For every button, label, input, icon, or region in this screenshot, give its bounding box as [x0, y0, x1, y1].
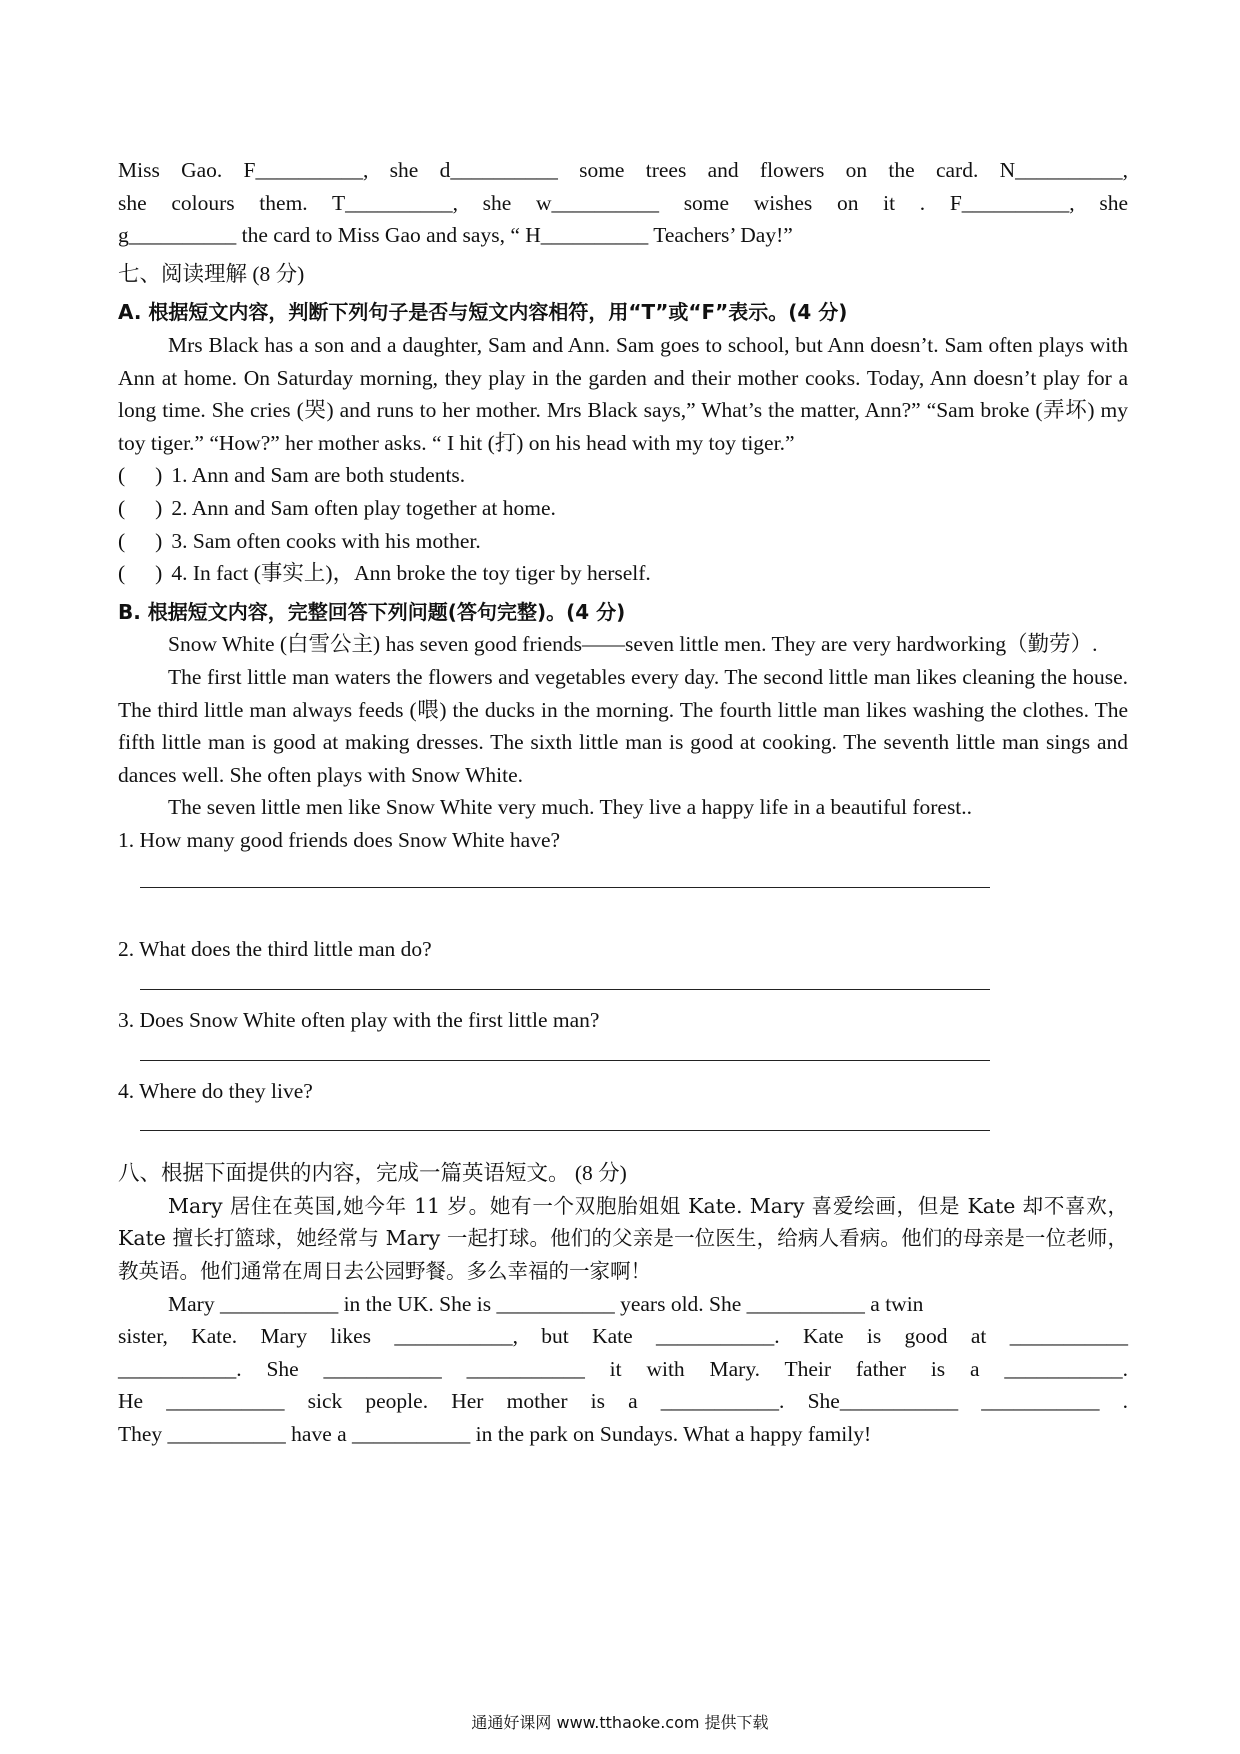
section-8-title: 八、根据下面提供的内容，完成一篇英语短文。 (8 分) — [118, 1161, 627, 1186]
worksheet-page — [118, 154, 1128, 1451]
answer-bracket[interactable]: ( ) — [118, 528, 163, 553]
part-a-passage: Mrs Black has a son and a daughter, Sam and Ann. Sam goes to school, but Ann doesn’t. Sam often plays with Ann at home. On Saturday morning, they play in the garden and their mother cooks. Today, Ann doesn’t play for a long time. She cries (哭) and runs to her mother. Mrs Black says,” What’s the matter, Ann?” “Sam broke (弄坏) my toy tiger.” “How?” her mother asks. “ I hit (打) on his head with my toy tiger.” — [118, 332, 1128, 455]
intro-line-3: g__________ the card to Miss Gao and says, “ H__________ Teachers’ Day!” — [118, 223, 793, 248]
tf-item — [118, 492, 1128, 525]
fill-line-2[interactable]: sister, Kate. Mary likes ___________, but Kate ___________. Kate is good at ___________ — [118, 1324, 1128, 1349]
intro-line-2: she colours them. T__________, she w__________ some wishes on it . F__________, she — [118, 190, 1128, 215]
section-7-title: 七、阅读理解 (8 分) — [118, 261, 305, 286]
intro-line-1: Miss Gao. F__________, she d__________ some trees and flowers on the card. N__________, — [118, 158, 1128, 182]
tf-item — [118, 557, 1128, 590]
answer-bracket[interactable]: ( ) — [118, 561, 163, 586]
part-b-paragraph-2: The first little man waters the flowers and vegetables every day. The second little man likes cleaning the house. The third little man always feeds (喂) the ducks in the morning. The fourth little man likes washing the clothes. The fifth little man is good at making dresses. The sixth little man is good at cooking. The seventh little man sings and dances well. She often plays with Snow White. — [118, 664, 1128, 787]
section-8-chinese-prompt: Mary 居住在英国,她今年 11 岁。她有一个双胞胎姐姐 Kate. Mary 喜爱绘画，但是 Kate 却不喜欢，Kate 擅长打篮球，她经常与 Mary 一起打球。他们的父亲是一位医生，给病人看病。他们的母亲是一位老师，教英语。他们通常在周日去公园野餐。多么幸福的一家啊！ — [118, 1193, 1128, 1284]
question: 3. Does Snow White often play with the first little man? — [118, 1008, 600, 1033]
question: 4. Where do they live? — [118, 1078, 313, 1103]
answer-bracket[interactable]: ( ) — [118, 495, 163, 520]
part-b-instruction: B. 根据短文内容，完整回答下列问题(答句完整)。(4 分) — [118, 599, 626, 624]
tf-item — [118, 459, 1128, 492]
fill-line-1[interactable]: Mary ___________ in the UK. She is ___________ years old. She ___________ a twin — [168, 1291, 924, 1316]
answer-bracket[interactable]: ( ) — [118, 463, 163, 488]
tf-item-text: 1. Ann and Sam are both students. — [171, 463, 466, 488]
part-a-instruction: A. 根据短文内容，判断下列句子是否与短文内容相符，用“T”或“F”表示。(4 分) — [118, 300, 848, 325]
tf-item — [118, 525, 1128, 558]
true-false-list — [118, 459, 1128, 589]
tf-item-text: 3. Sam often cooks with his mother. — [171, 528, 481, 553]
question-list — [118, 824, 1128, 1151]
fill-line-4[interactable]: He ___________ sick people. Her mother is a ___________. She___________ ___________ . — [118, 1389, 1128, 1414]
tf-item-text: 4. In fact (事实上)，Ann broke the toy tiger by herself. — [171, 561, 651, 586]
page-footer: 通通好课网 www.tthaoke.com 提供下载 — [471, 1713, 769, 1732]
part-b-paragraph-1: Snow White (白雪公主) has seven good friends——seven little men. They are very hardworking（勤劳）. — [168, 632, 1098, 657]
fill-line-3[interactable]: ___________. She ___________ ___________ it with Mary. Their father is a ___________. — [118, 1356, 1128, 1381]
part-b-paragraph-3: The seven little men like Snow White very much. They live a happy life in a beautiful forest.. — [168, 795, 973, 820]
fill-line-5[interactable]: They ___________ have a ___________ in the park on Sundays. What a happy family! — [118, 1422, 872, 1446]
tf-item-text: 2. Ann and Sam often play together at home. — [171, 495, 556, 520]
question: 1. How many good friends does Snow White have? — [118, 827, 561, 852]
question: 2. What does the third little man do? — [118, 937, 432, 962]
